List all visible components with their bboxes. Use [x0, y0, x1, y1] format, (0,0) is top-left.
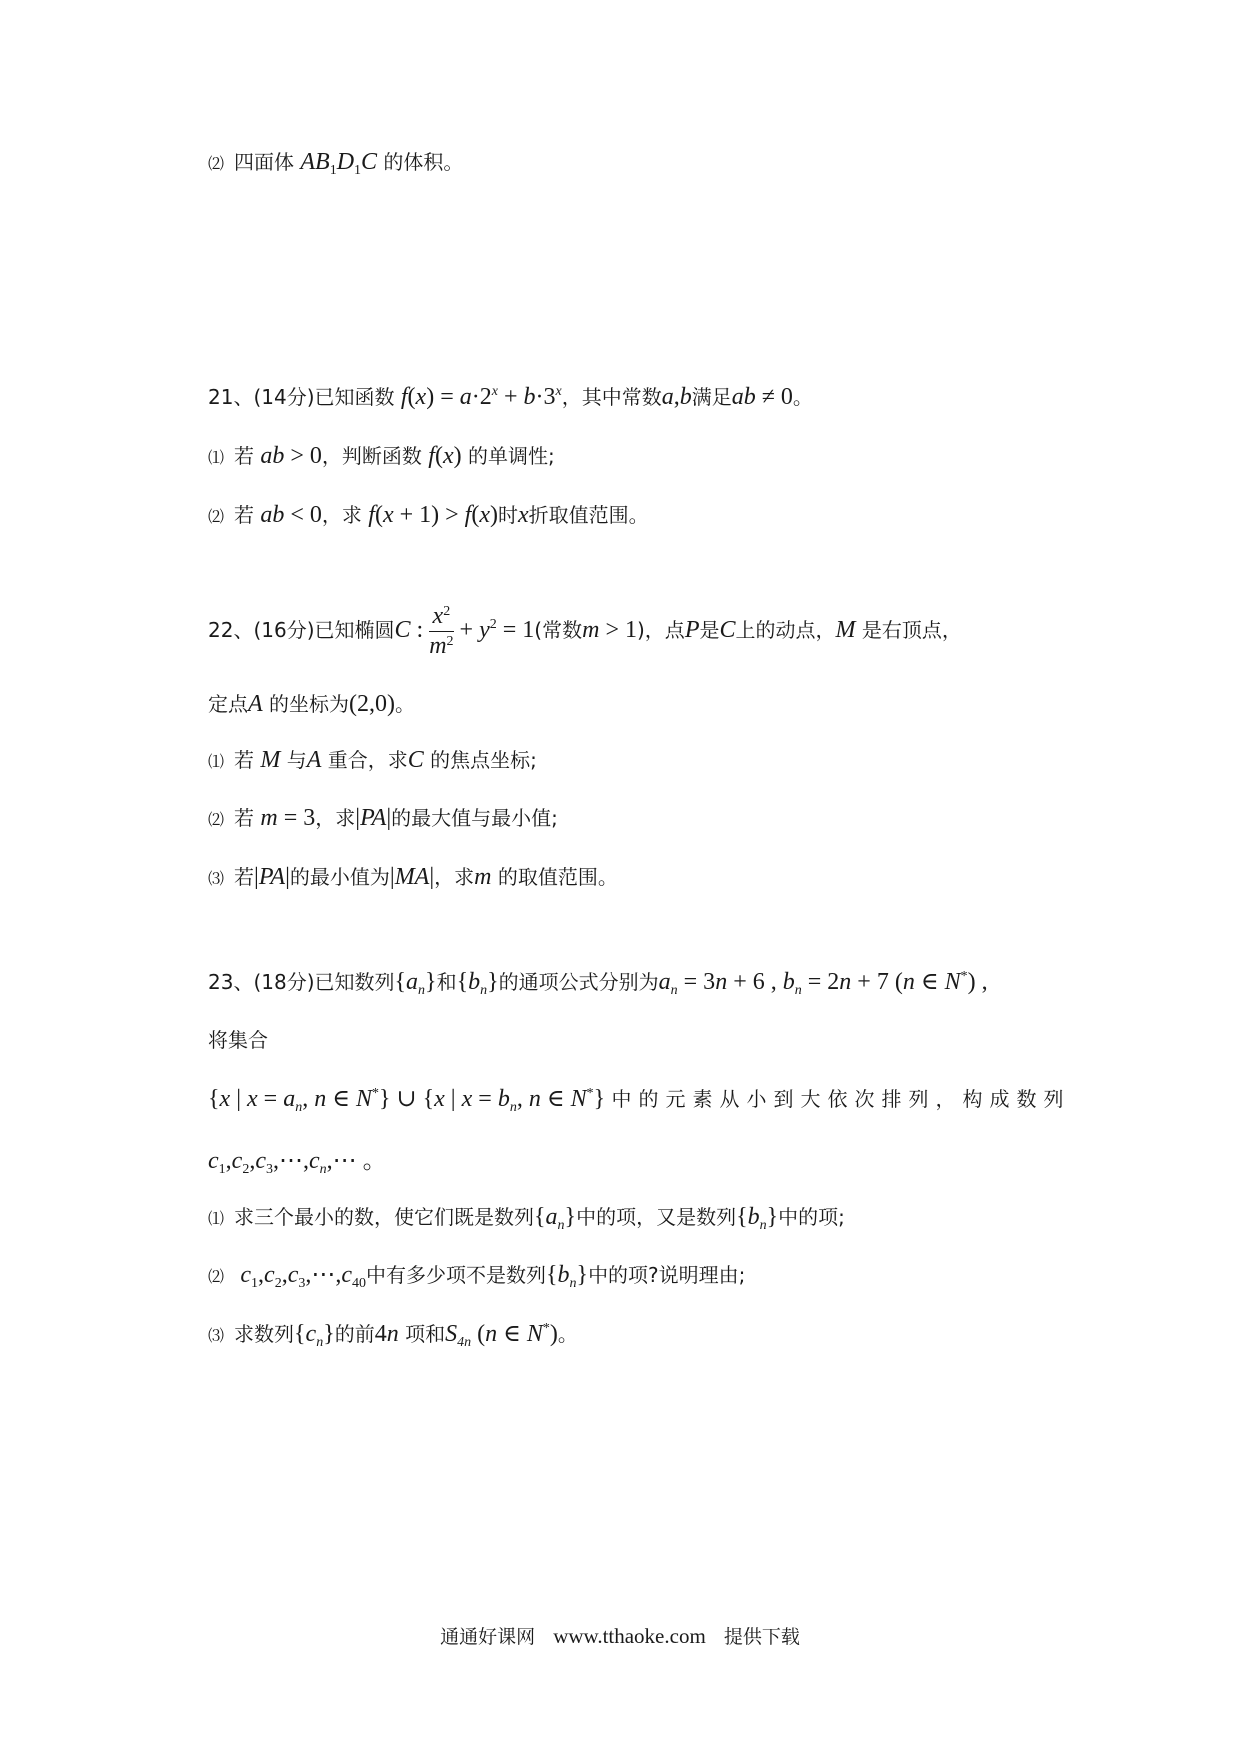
- q20-part2: ⑵ 四面体 $AB_1D_1C$ 的体积。: [208, 149, 464, 178]
- q23-line4: $c_1,c_2,c_3,\cdots,c_n,\cdots$ 。: [208, 1148, 387, 1177]
- footer-url[interactable]: www.tthaoke.com: [553, 1624, 706, 1648]
- q21-part2: ⑵ 若 ab < 0，求 f(x + 1) > f(x)时x折取值范围。: [208, 502, 649, 528]
- q21-header: 21、(14分)已知函数 $f(x) = a\cdot 2^x + b\cdot 3^x$，其中常数a,b满足ab ≠ 0。: [208, 384, 813, 410]
- math-tetrahedron: $AB_1D_1C$: [300, 149, 378, 178]
- q23-header: 23、(18分)已知数列$\{a_n\}$和$\{b_n\}$的通项公式分别为$a_n = 3n + 6$ , $b_n = 2n + 7$ (n ∈ N*) ,: [208, 969, 988, 998]
- q22-header: 22、(16分)已知椭圆C : $\frac{x^2}{m^2}$ + $y^2 = 1$(常数m > 1)，点P是C上的动点，M 是右顶点，: [208, 603, 962, 660]
- q21-part1: ⑴ 若 ab > 0，判断函数 f(x) 的单调性;: [208, 443, 555, 469]
- q22-line2: 定点A 的坐标为(2,0)。: [208, 691, 416, 717]
- q22-part3: ⑶ 若|PA|的最小值为|MA|，求m 的取值范围。: [208, 864, 618, 890]
- q22-part2: ⑵ 若 m = 3，求|PA|的最大值与最小值;: [208, 805, 558, 831]
- math-f-def: f: [400, 384, 408, 410]
- q23-line3: {x | $x = a_n$, n ∈ N*} ∪ {x | $x = b_n$, n ∈ N*} 中的元素从小到大依次排列，构成数列: [208, 1086, 1071, 1115]
- q23-line2: 将集合: [208, 1028, 268, 1052]
- q23-part2: ⑵ $c_1,c_2,c_3,\cdots,c_{40}$中有多少项不是数列$\{b_n\}$中的项?说明理由;: [208, 1262, 746, 1291]
- page-footer: 通通好课网 www.tthaoke.com 提供下载: [440, 1624, 800, 1648]
- math-fraction: $\frac{x^2}{m^2}$: [429, 603, 454, 660]
- q23-part1: ⑴ 求三个最小的数，使它们既是数列$\{a_n\}$中的项，又是数列$\{b_n\}$中的项;: [208, 1204, 845, 1233]
- q23-part3: ⑶ 求数列$\{c_n\}$的前4n 项和$S_{4n}$ (n ∈ N*)。: [208, 1321, 578, 1350]
- q22-part1: ⑴ 若 M 与A 重合，求C 的焦点坐标;: [208, 747, 537, 773]
